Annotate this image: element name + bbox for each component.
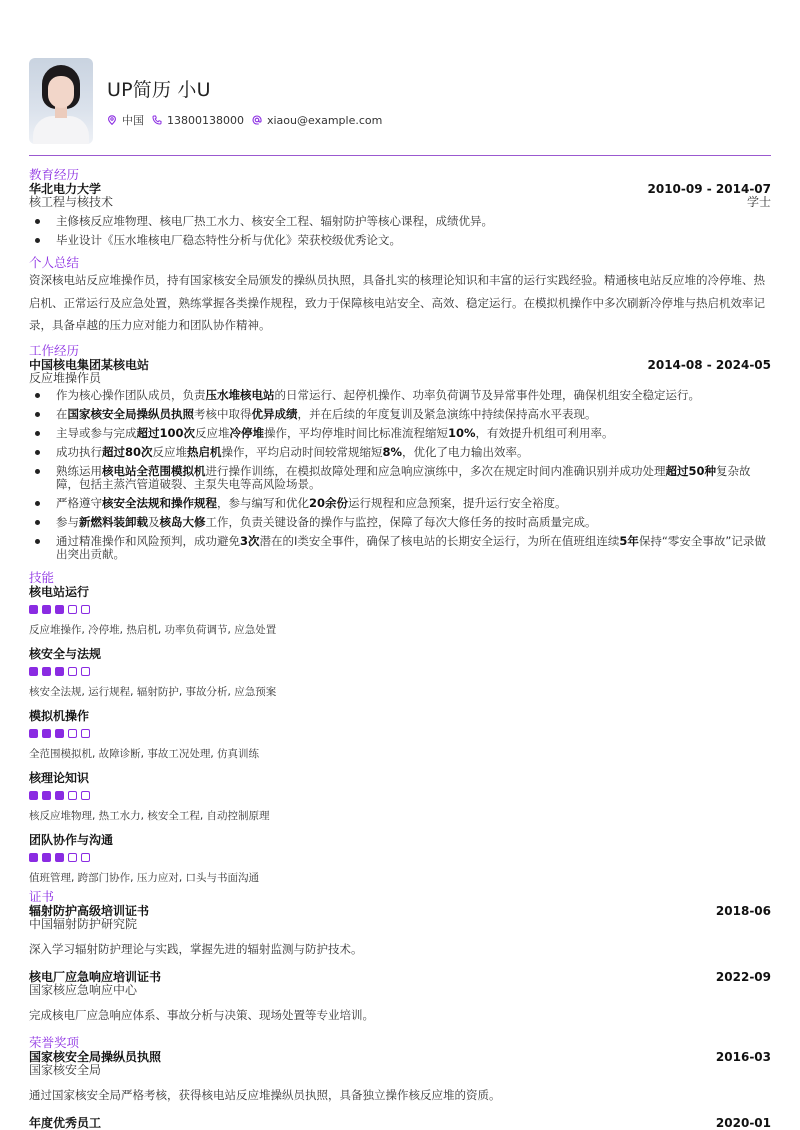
list-item: 通过精准操作和风险预判，成功避免3次潜在的I类安全事件，确保了核电站的长期安全运行，为所在值班组连续5年保持“零安全事故”记录做出突出贡献。 [29,535,771,561]
skill-keywords: 值班管理, 跨部门协作, 压力应对, 口头与书面沟通 [29,871,260,884]
filled-dot-icon [55,667,64,676]
empty-dot-icon [68,853,77,862]
skill-item [29,709,771,760]
certificate-item [29,904,771,956]
honors-section [29,1036,771,1130]
empty-dot-icon [81,729,90,738]
filled-dot-icon [42,667,51,676]
contact-location [107,112,144,128]
certificate-issuer: 中国辐射防护研究院 [29,916,138,931]
at-sign-icon [252,115,262,125]
skills-section [29,571,771,884]
empty-dot-icon [68,605,77,614]
section-title-work: 工作经历 [29,342,80,358]
skill-item [29,585,771,636]
degree: 学士 [746,195,771,209]
empty-dot-icon [81,853,90,862]
skill-keywords: 核反应堆物理, 热工水力, 核安全工程, 自动控制原理 [29,809,270,822]
section-title-honors: 荣誉奖项 [29,1034,80,1050]
email-text: xiaou@example.com [266,113,383,127]
candidate-name: UP简历 小U [107,79,211,101]
skill-item [29,771,771,822]
skill-name: 核理论知识 [29,770,90,785]
skill-name: 核电站运行 [29,584,90,599]
honor-name: 年度优秀员工 [29,1115,102,1130]
skill-level-rating [29,853,771,863]
header-info [107,73,390,128]
contact-phone[interactable] [152,114,244,127]
certificate-name: 核电厂应急响应培训证书 [29,969,162,984]
honor-desc: 通过国家核安全局严格考核，获得核电站反应堆操纵员执照，具备独立操作核反应堆的资质。 [29,1087,501,1102]
work-section [29,344,771,561]
work-bullets [29,389,771,561]
empty-dot-icon [81,605,90,614]
skills-list [29,585,771,884]
empty-dot-icon [68,667,77,676]
empty-dot-icon [68,729,77,738]
certificates-section [29,890,771,1022]
skill-item [29,833,771,884]
filled-dot-icon [42,791,51,800]
filled-dot-icon [42,605,51,614]
filled-dot-icon [55,853,64,862]
list-item: 主修核反应堆物理、核电厂热工水力、核安全工程、辐射防护等核心课程，成绩优异。 [29,215,771,228]
list-item: 熟练运用核电站全范围模拟机进行操作训练，在模拟故障处理和应急响应演练中，多次在规定时间内准确识别并成功处理超过50种复杂故障，包括主蒸汽管道破裂、主泵失电等高风险场景。 [29,465,771,491]
certificate-desc: 完成核电厂应急响应体系、事故分析与决策、现场处置等专业培训。 [29,1007,374,1022]
section-title-skills: 技能 [29,569,55,585]
empty-dot-icon [68,791,77,800]
filled-dot-icon [42,729,51,738]
phone-text: 13800138000 [167,113,244,127]
filled-dot-icon [55,605,64,614]
contact-email[interactable] [252,114,382,127]
certificate-issuer: 国家核应急响应中心 [29,982,138,997]
filled-dot-icon [29,853,38,862]
education-header-row [29,182,771,196]
major: 核工程与核技术 [29,195,114,209]
honor-date: 2020-01 [715,1115,771,1130]
skill-name: 核安全与法规 [29,646,102,661]
skill-keywords: 反应堆操作, 冷停堆, 热启机, 功率负荷调节, 应急处置 [29,623,277,636]
education-section [29,168,771,247]
education-bullets [29,215,771,247]
skill-item [29,647,771,698]
filled-dot-icon [29,791,38,800]
list-item: 毕业设计《压水堆核电厂稳态特性分析与优化》荣获校级优秀论文。 [29,234,771,247]
school-name: 华北电力大学 [29,182,102,196]
certificate-date: 2018-06 [715,903,771,918]
section-title-summary: 个人总结 [29,255,80,270]
skill-level-rating [29,791,771,801]
skill-level-rating [29,605,771,615]
certificate-desc: 深入学习辐射防护理论与实践，掌握先进的辐射监测与防护技术。 [29,941,363,956]
certificate-item [29,970,771,1022]
avatar [29,58,93,144]
honor-name: 国家核安全局操纵员执照 [29,1049,162,1064]
education-dates: 2010-09 - 2014-07 [647,182,771,196]
contact-row [107,112,390,128]
filled-dot-icon [55,791,64,800]
filled-dot-icon [29,605,38,614]
honor-item [29,1050,771,1102]
list-item: 严格遵守核安全法规和操作规程，参与编写和优化20余份运行规程和应急预案，提升运行安全裕度。 [29,497,771,510]
phone-icon [152,115,162,125]
summary-text: 资深核电站反应堆操作员，持有国家核安全局颁发的操纵员执照，具备扎实的核理论知识和丰富的运行实践经验。精通核电站反应堆的冷停堆、热启机、正常运行及应急处置，熟练掌握各类操作规程，致力于保障核电站安全、高效、稳定运行。在模拟机操作中多次刷新冷停堆与热启机效率记录，具备卓越的压力应对能力和团队协作精神。 [29,273,765,332]
education-sub-row [29,196,771,209]
resume-header [29,0,771,148]
job-role: 反应堆操作员 [29,370,102,385]
list-item: 主导或参与完成超过100次反应堆冷停堆操作，平均停堆时间比标准流程缩短10%，有效提升机组可利用率。 [29,427,771,440]
skill-level-rating [29,667,771,677]
empty-dot-icon [81,667,90,676]
certificate-date: 2022-09 [715,969,771,984]
skill-keywords: 全范围模拟机, 故障诊断, 事故工况处理, 仿真训练 [29,747,260,760]
section-title-education: 教育经历 [29,167,80,182]
honor-date: 2016-03 [715,1049,771,1064]
honor-issuer: 国家核安全局 [29,1062,102,1077]
filled-dot-icon [29,729,38,738]
certificate-name: 辐射防护高级培训证书 [29,903,150,918]
list-item: 作为核心操作团队成员，负责压水堆核电站的日常运行、起停机操作、功率负荷调节及异常事件处理，确保机组安全稳定运行。 [29,389,771,402]
summary-section [29,256,771,337]
location-pin-icon [107,115,117,125]
company-name: 中国核电集团某核电站 [29,357,150,372]
work-header-row [29,358,771,372]
empty-dot-icon [81,791,90,800]
skill-keywords: 核安全法规, 运行规程, 辐射防护, 事故分析, 应急预案 [29,685,277,698]
skill-level-rating [29,729,771,739]
skill-name: 团队协作与沟通 [29,832,114,847]
location-text: 中国 [122,114,144,127]
filled-dot-icon [42,853,51,862]
filled-dot-icon [29,667,38,676]
honor-item [29,1116,771,1130]
skill-name: 模拟机操作 [29,708,90,723]
list-item: 在国家核安全局操纵员执照考核中取得优异成绩，并在后续的年度复训及紧急演练中持续保持高水平表现。 [29,408,771,421]
section-title-certificates: 证书 [29,888,55,904]
header-divider [29,155,771,156]
work-dates: 2014-08 - 2024-05 [647,357,771,372]
list-item: 成功执行超过80次反应堆热启机操作，平均启动时间较常规缩短8%，优化了电力输出效率。 [29,446,771,459]
list-item: 参与新燃料装卸载及核岛大修工作，负责关键设备的操作与监控，保障了每次大修任务的按时高质量完成。 [29,516,771,529]
filled-dot-icon [55,729,64,738]
